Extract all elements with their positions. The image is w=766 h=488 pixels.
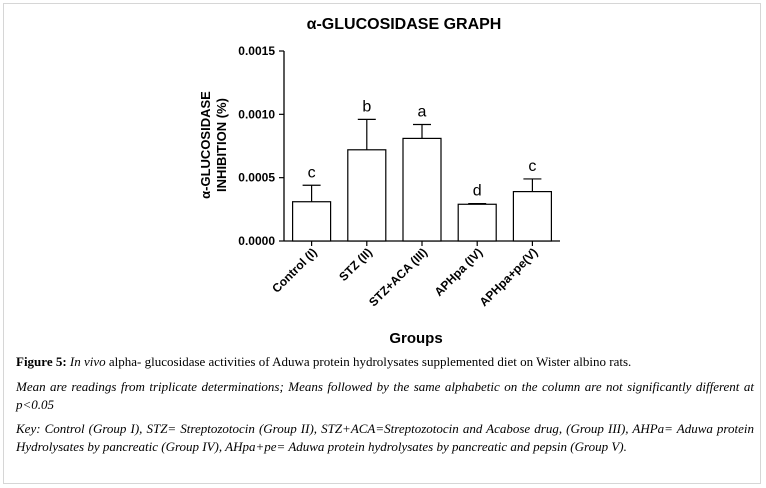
bar: [458, 204, 496, 241]
bar: [403, 138, 441, 241]
y-tick-label: 0.0015: [238, 44, 275, 58]
x-tick-label: Control (I): [269, 245, 320, 296]
significance-letter: a: [417, 103, 427, 121]
y-tick-label: 0.0000: [238, 234, 275, 248]
chart-title: α-GLUCOSIDASE GRAPH: [306, 16, 502, 33]
x-tick-label: STZ+ACA (III): [366, 245, 431, 310]
x-tick-label: APHpa+pe(V): [476, 245, 541, 310]
y-axis-label-line1: α-GLUCOSIDASE: [198, 91, 213, 199]
significance-letter: d: [472, 182, 482, 200]
y-axis-label-line2: INHIBITION (%): [214, 98, 229, 192]
significance-letter: c: [307, 164, 316, 182]
bars: [269, 98, 551, 309]
in-vivo-text: In vivo: [69, 354, 106, 369]
key-note: Key: Control (Group I), STZ= Streptozotocin (Group II), STZ+ACA=Streptozotocin and Acabose drug, (Group III), AHPa= Aduwa protein Hydrolysates by pancreatic (Group IV), AHpa+pe= Aduwa protein hydrolysates by pancreatic and pepsin (Group V).: [16, 421, 754, 454]
figure-caption: [16, 353, 754, 371]
bar: [293, 202, 331, 241]
significance-letter: c: [528, 157, 537, 175]
x-axis-label: Groups: [389, 330, 443, 347]
mean-note: Mean are readings from triplicate determinations; Means followed by the same alphabetic on the column are not significantly different at p<0.05: [16, 379, 754, 412]
caption-text: alpha- glucosidase activities of Aduwa protein hydrolysates supplemented diet on Wister albino rats.: [105, 354, 632, 369]
y-tick-label: 0.0010: [238, 107, 275, 122]
bar: [348, 150, 386, 241]
bar: [513, 192, 551, 241]
y-axis-label: [198, 91, 229, 199]
x-tick-label: APHpa (IV): [431, 245, 486, 299]
y-tick-label: 0.0005: [238, 170, 275, 185]
x-tick-label: STZ (II): [336, 245, 375, 284]
y-ticks: [238, 44, 284, 248]
figure-label: Figure 5:: [16, 354, 67, 369]
significance-letter: b: [362, 98, 372, 116]
